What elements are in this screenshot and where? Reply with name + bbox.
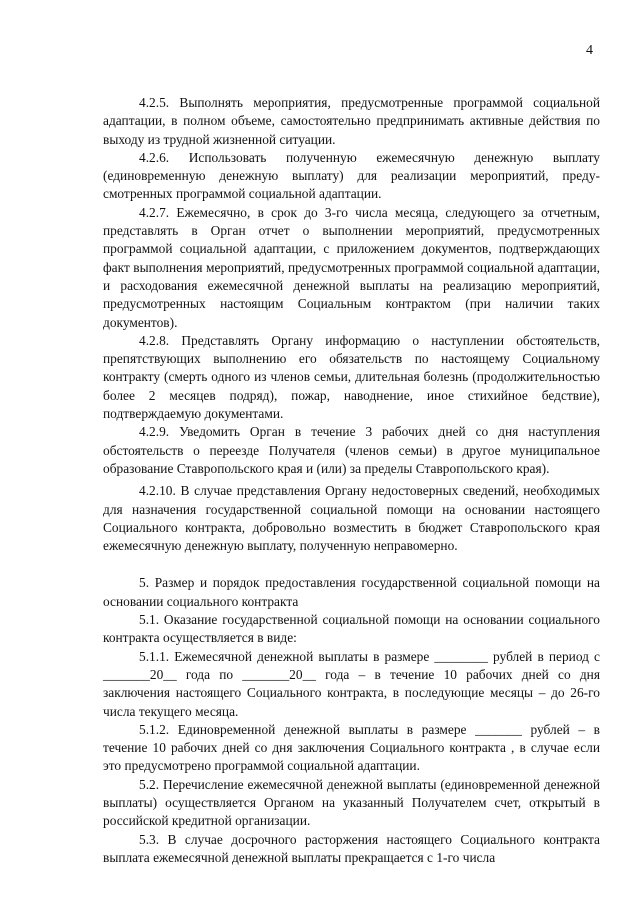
clause-5-3: 5.3. В случае досрочного расторжения настоящего Социального контракта выплата ежемесячной денежной выплаты прекращается с 1-го числа bbox=[103, 831, 600, 865]
clause-4-2-6: 4.2.6. Использовать полученную ежемесячную денежную выплату (единовременную денежную выплату) для реализации мероприятий, предусмотренных программой социальной адаптации. bbox=[103, 149, 600, 202]
clause-4-2-5: 4.2.5. Выполнять мероприятия, предусмотренные программой социальной адаптации, в полном объеме, самостоятельно предпринимать активные действия по выходу из трудной жизненной ситуации. bbox=[103, 95, 600, 147]
document-body bbox=[103, 94, 600, 867]
clause-5-2: 5.2. Перечисление ежемесячной денежной выплаты (единовременной денежной выплаты) осуществляется Органом на указанный Получателем счет, открытый в российской кредитной организации. bbox=[103, 776, 600, 829]
clause-5-1-2: 5.1.2. Единовременной денежной выплаты в размере _______ рублей – в течение 10 рабочих дней со дня заключения Социального контракта , в случае если это предусмотрено программой социальной адаптации. bbox=[103, 721, 600, 774]
clause-4-2-10: 4.2.10. В случае представления Органу недостоверных сведений, необходимых для назначения государственной социальной помощи на основании настоящего Социального контракта, добровольно возместить в бюджет Ставропольского края ежемесячную денежную выплату, полученную неправомерно. bbox=[103, 483, 600, 554]
section-5-heading: 5. Размер и порядок предоставления государственной социальной помощи на основании социального контракта bbox=[103, 575, 600, 609]
clause-5-1-1: 5.1.1. Ежемесячной денежной выплаты в размере ________ рублей в период с _______20__ года по _______20__ года – в течение 10 рабочих дней со дня заключения настоящего Социального контракта, в последующие месяцы – до 26-го числа текущего месяца. bbox=[103, 648, 600, 719]
clause-4-2-9: 4.2.9. Уведомить Орган в течение 3 рабочих дней со дня наступления обстоятельств о переезде Получателя (членов семьи) в другое муниципальное образование Ставропольского края и (или) за пределы Ставропольского края). bbox=[103, 424, 600, 476]
clause-4-2-7: 4.2.7. Ежемесячно, в срок до 3-го числа месяца, следующего за отчетным, представлять в Орган отчет о выполнении мероприятий, предусмотренных программой социальной адаптации, с приложением документов, подтверждающих факт выполнения мероприятий, предусмотренных программой социальной адаптации, и расходования ежемесячной денежной выплаты на реализацию мероприятий, предусмотренных настоящим Социальным контрактом (при наличии таких документов). bbox=[103, 204, 600, 330]
clause-4-2-8: 4.2.8. Представлять Органу информацию о наступлении обстоятельств, препятствующих выполнению его обязательств по настоящему Социальному контракту (смерть одного из членов семьи, длительная болезнь (продолжительностью более 2 месяцев подряд), пожар, наводнение, иное стихийное бедствие), подтверждаемую документами. bbox=[103, 332, 600, 422]
page-number: 4 bbox=[586, 43, 593, 58]
clause-5-1: 5.1. Оказание государственной социальной помощи на основании социального контракта осуществляется в виде: bbox=[103, 612, 600, 646]
